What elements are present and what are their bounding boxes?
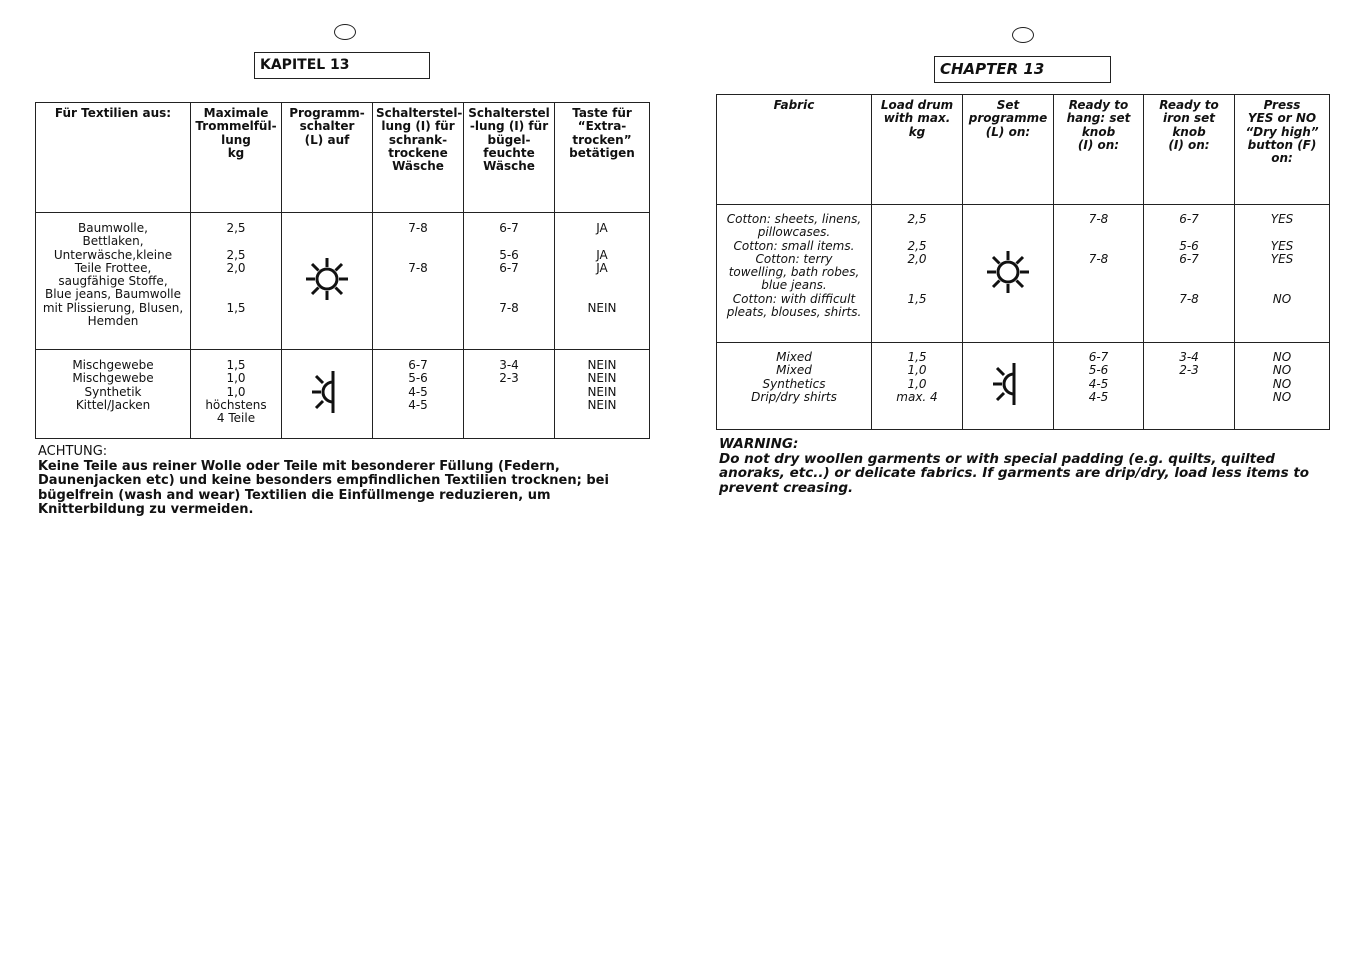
half-sun-icon xyxy=(963,343,1054,430)
half-sun-icon xyxy=(282,350,373,439)
table-row xyxy=(717,343,1330,430)
language-flag-oval xyxy=(334,24,356,40)
dry-cell: 7-8 7-8 xyxy=(1054,205,1144,343)
fabric-cell: Mischgewebe Mischgewebe Synthetik Kittel/Jacken xyxy=(36,350,191,439)
warning-note-german xyxy=(38,445,638,518)
load-cell: 1,5 1,0 1,0 höchstens 4 Teile xyxy=(191,350,282,439)
dry-cell: 6-7 5-6 4-5 4-5 xyxy=(373,350,464,439)
sun-icon xyxy=(963,205,1054,343)
header-extra: Taste für “Extra- trocken” betätigen xyxy=(555,103,650,213)
table-row xyxy=(36,213,650,350)
iron-cell: 6-7 5-6 6-7 7-8 xyxy=(1144,205,1235,343)
extra-cell: JA JA JA NEIN xyxy=(555,213,650,350)
iron-cell: 3-4 2-3 xyxy=(464,350,555,439)
dry-cell: 7-8 7-8 xyxy=(373,213,464,350)
fabric-cell: Cotton: sheets, linens, pillowcases. Cotton: small items. Cotton: terry towelling, bath robes, blue jeans. Cotton: with difficult pleats, blouses, shirts. xyxy=(717,205,872,343)
warning-title: ACHTUNG: xyxy=(38,444,108,459)
drying-table-english xyxy=(716,94,1330,430)
extra-cell: YES YES YES NO xyxy=(1235,205,1330,343)
warning-note-english xyxy=(719,437,1331,495)
header-dry: Schalterstel- lung (I) für schrank- trockene Wäsche xyxy=(373,103,464,213)
header-program: Programm- schalter (L) auf xyxy=(282,103,373,213)
header-program: Set programme (L) on: xyxy=(963,95,1054,205)
fabric-cell: Mixed Mixed Synthetics Drip/dry shirts xyxy=(717,343,872,430)
header-fabric: Für Textilien aus: xyxy=(36,103,191,213)
iron-cell: 6-7 5-6 6-7 7-8 xyxy=(464,213,555,350)
drying-table-german xyxy=(35,102,650,439)
header-dry: Ready to hang: set knob (I) on: xyxy=(1054,95,1144,205)
fabric-cell: Baumwolle, Bettlaken, Unterwäsche,kleine Teile Frottee, saugfähige Stoffe, Blue jeans, Baumwolle mit Plissierung, Blusen, Hemden xyxy=(36,213,191,350)
iron-cell: 3-4 2-3 xyxy=(1144,343,1235,430)
table-row xyxy=(36,350,650,439)
header-extra: Press YES or NO “Dry high” button (F) on: xyxy=(1235,95,1330,205)
warning-text: Keine Teile aus reiner Wolle oder Teile mit besonderer Füllung (Federn, Daunenjacken etc) und keine besonders empfindlichen Textilien trocknen; bei bügelfrein (wash and wear) Textilien die Einfüllmenge reduzieren, um Knitterbildung zu vermeiden. xyxy=(38,458,609,517)
table-row xyxy=(717,205,1330,343)
warning-text: Do not dry woollen garments or with special padding (e.g. quilts, quilted anoraks, etc..) or delicate fabrics. If garments are drip/dry, load less items to prevent creasing. xyxy=(719,450,1310,496)
chapter-title: CHAPTER 13 xyxy=(934,56,1111,83)
load-cell: 2,5 2,5 2,0 1,5 xyxy=(872,205,963,343)
dry-cell: 6-7 5-6 4-5 4-5 xyxy=(1054,343,1144,430)
load-cell: 2,5 2,5 2,0 1,5 xyxy=(191,213,282,350)
language-flag-oval xyxy=(1012,27,1034,43)
header-load: Load drum with max. kg xyxy=(872,95,963,205)
load-cell: 1,5 1,0 1,0 max. 4 xyxy=(872,343,963,430)
extra-cell: NEIN NEIN NEIN NEIN xyxy=(555,350,650,439)
extra-cell: NO NO NO NO xyxy=(1235,343,1330,430)
header-load: Maximale Trommelfül- lung kg xyxy=(191,103,282,213)
chapter-title: KAPITEL 13 xyxy=(254,52,430,79)
header-iron: Schalterstel -lung (I) für bügel- feuchte Wäsche xyxy=(464,103,555,213)
header-iron: Ready to iron set knob (I) on: xyxy=(1144,95,1235,205)
sun-icon xyxy=(282,213,373,350)
header-fabric: Fabric xyxy=(717,95,872,205)
warning-title: WARNING: xyxy=(719,436,799,452)
